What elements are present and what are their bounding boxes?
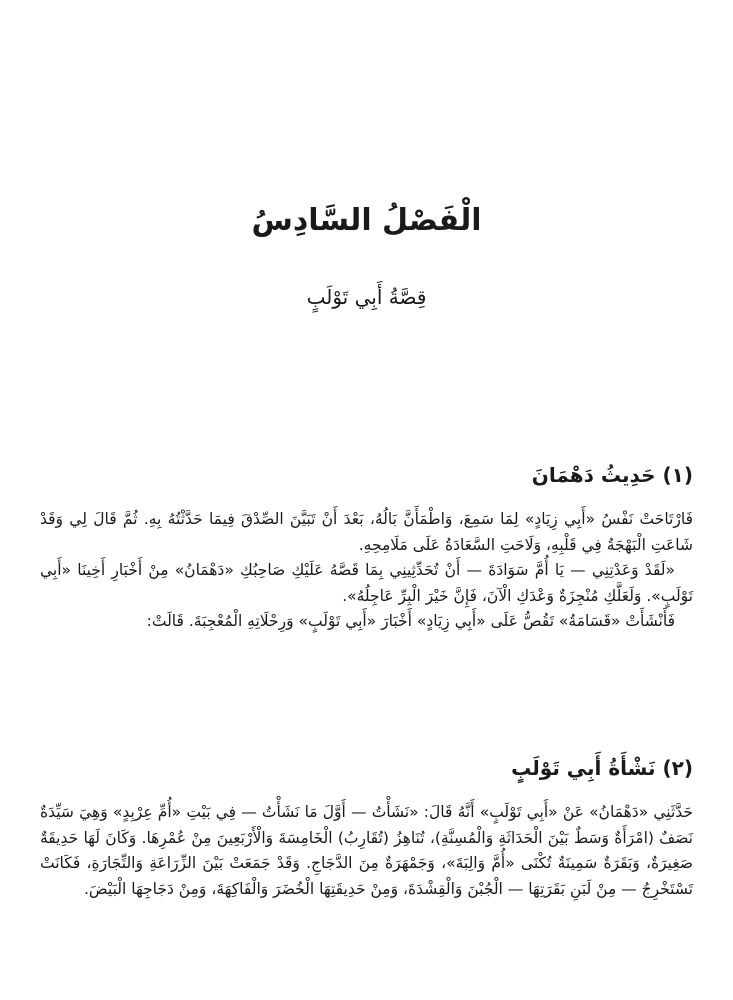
paragraph: فَارْتَاحَتْ نَفْسُ «أَبِي زِيَادٍ» لِمَا سَمِعَ، وَاطْمَأَنَّ بَالُهُ، بَعْدَ أَنْ تَبَيَّنَ الصِّدْقَ فِيمَا حَدَّثْتُهُ بِهِ. ثُمَّ قَالَ لِي وَقَدْ شَاعَتِ الْبَهْجَةُ فِي قَلْبِهِ، وَلَاحَتِ السَّعَادَةُ عَلَى مَلَامِحِهِ. [40, 510, 693, 554]
section-body [40, 507, 693, 635]
paragraph: «لَقَدْ وَعَدْتِنِي — يَا أُمَّ سَوَادَةَ — أَنْ تُحَدِّثِينِي بِمَا قَصَّهُ عَلَيْكِ صَاحِبُكِ «دَهْمَانُ» مِنْ أَخْبَارِ أَخِينَا «أَبِي تَوْلَبٍ». وَلَعَلَّكِ مُنْجِزَةٌ وَعْدَكِ الْآنَ، فَإِنَّ خَيْرَ الْبِرِّ عَاجِلُهُ». [40, 561, 693, 605]
chapter-subtitle: قِصَّةُ أَبِي تَوْلَبٍ [306, 285, 427, 309]
section-heading: (١) حَدِيثُ دَهْمَانَ [531, 463, 693, 487]
section-body [40, 800, 693, 902]
paragraph: حَدَّثَنِي «دَهْمَانُ» عَنْ «أَبِي تَوْلَبٍ» أَنَّهُ قَالَ: «نَشَأْتُ — أَوَّلَ مَا نَشَأْتُ — فِي بَيْتِ «أُمِّ عِرْبِدٍ» وَهِيَ سَيِّدَةٌ نَصَفٌ (امْرَأَةٌ وَسَطٌ بَيْنَ الْحَدَاثَةِ وَالْمُسِنَّةِ)، تُنَاهِزُ (تُقَارِبُ) الْخَامِسَةَ وَالْأَرْبَعِينَ مِنْ عُمْرِهَا. وَكَانَ لَهَا حَدِيقَةٌ صَغِيرَةٌ، وَبَقَرَةٌ سَمِينَةٌ تُكْنَى «أُمَّ وَالِبَةَ»، وَجَمْهَرَةٌ مِنَ الدَّجَاجِ. وَقَدْ جَمَعَتْ بَيْنَ الزِّرَاعَةِ وَالتِّجَارَةِ، فَكَانَتْ تَسْتَخْرِجُ — مِنْ لَبَنِ بَقَرَتِهَا — الْجُبْنَ وَالْقِشْدَةَ، وَمِنْ حَدِيقَتِهَا الْخُضَرَ وَالْفَاكِهَةَ، وَمِنْ دَجَاجِهَا الْبَيْضَ. [40, 803, 693, 898]
section-heading: (٢) نَشْأَةُ أَبِي تَوْلَبٍ [511, 756, 693, 780]
chapter-title: الْفَصْلُ السَّادِسُ [251, 203, 482, 238]
paragraph: فَأَنْشَأَتْ «قَسَامَةُ» تَقُصُّ عَلَى «أَبِي زِيَادٍ» أَخْبَارَ «أَبِي تَوْلَبٍ» وَرِحْلَاتِهِ الْمُعْجِبَةَ. قَالَتْ: [146, 612, 675, 630]
